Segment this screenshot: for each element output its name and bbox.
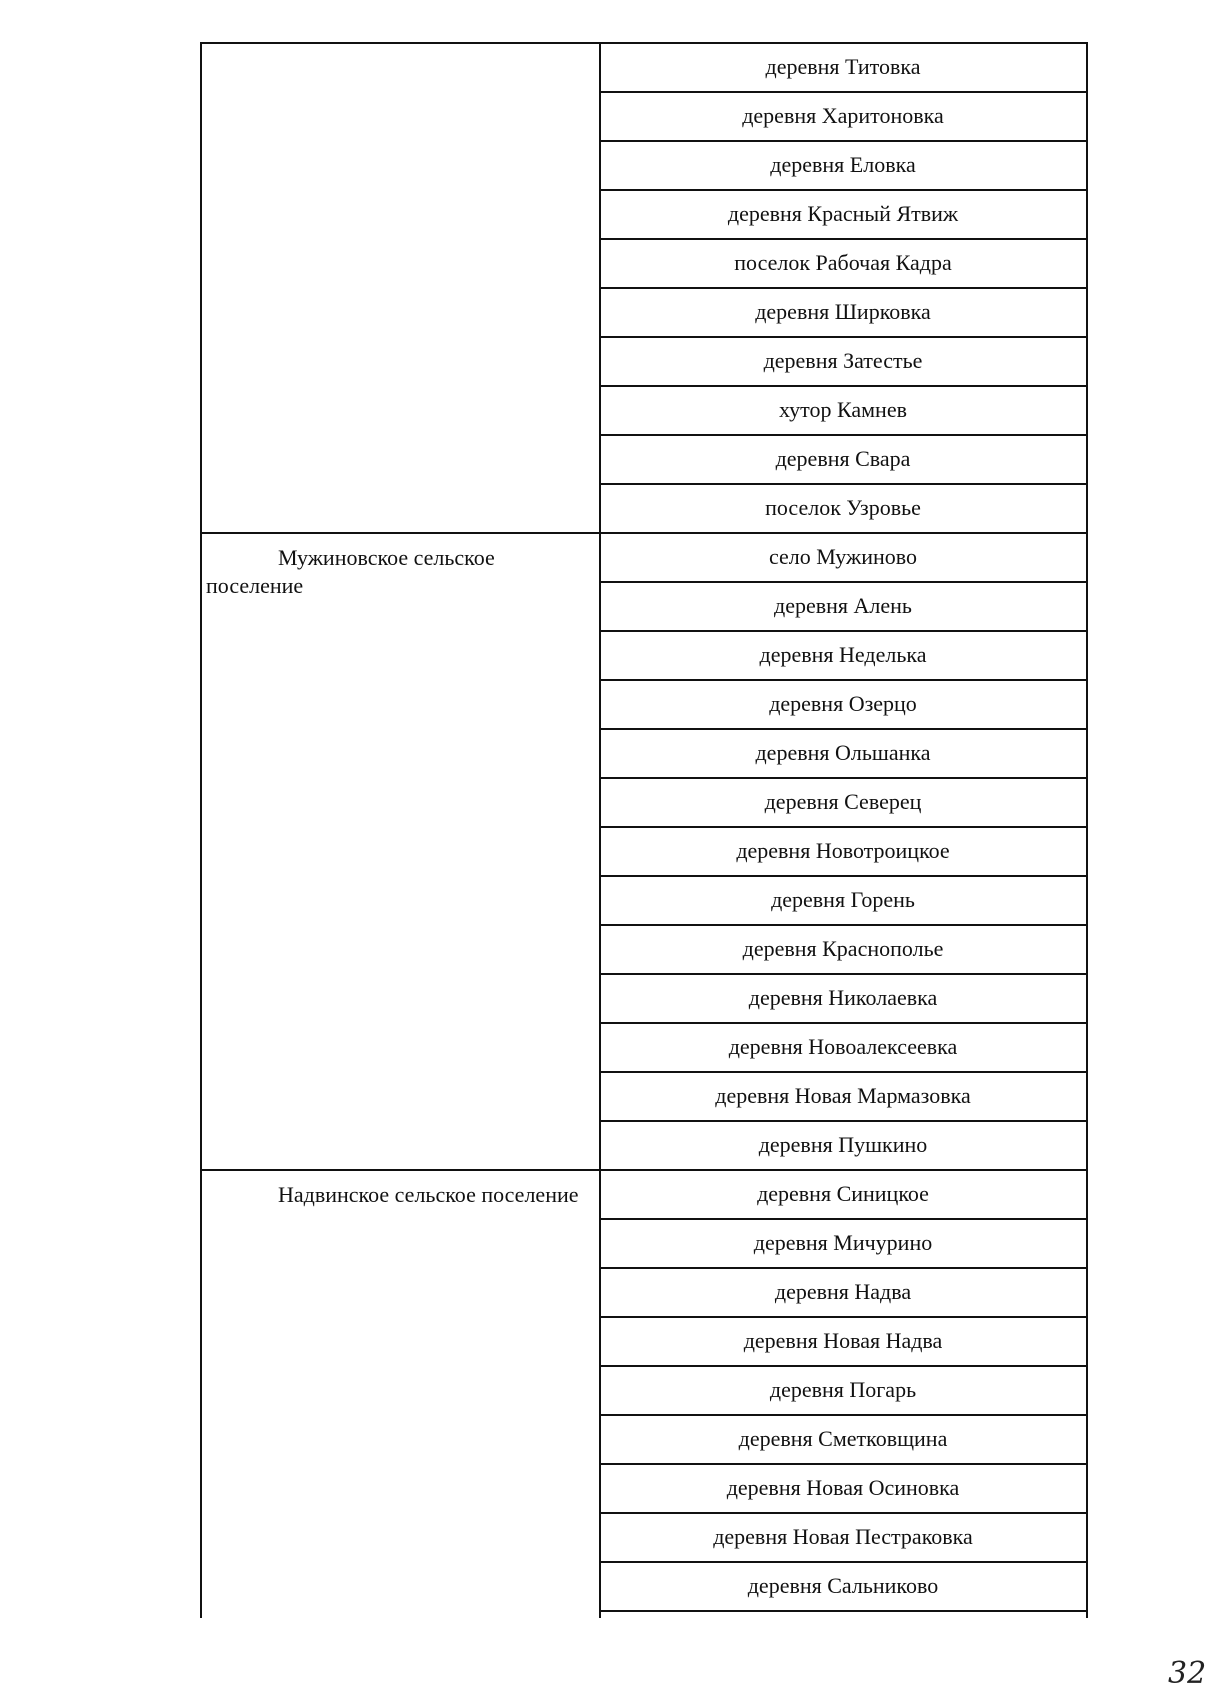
settlement-cell: деревня Мичурино	[753, 1229, 933, 1255]
settlement-cell: деревня Ширковка	[755, 298, 931, 324]
settlement-cell: деревня Новая Осиновка	[726, 1474, 960, 1500]
settlements-table	[200, 42, 1088, 1618]
page-number: 32	[1168, 1656, 1206, 1691]
settlement-cell: деревня Титовка	[765, 53, 921, 79]
settlement-cell: деревня Надва	[774, 1278, 912, 1304]
settlement-cell: деревня Новая Пестраковка	[713, 1523, 973, 1549]
row-divider	[600, 1610, 1088, 1612]
settlement-cell: деревня Харитоновка	[742, 102, 944, 128]
settlement-cell: деревня Новоалексеевка	[728, 1033, 958, 1059]
settlement-cell: деревня Сальниково	[747, 1572, 939, 1598]
settlement-cell: поселок Рабочая Кадра	[734, 249, 952, 275]
settlement-cell: деревня Алень	[774, 592, 912, 618]
settlement-cell: деревня Озерцо	[769, 690, 917, 716]
settlement-cell: деревня Новая Надва	[743, 1327, 943, 1353]
settlement-cell: деревня Краснополье	[742, 935, 944, 961]
settlement-cell: деревня Николаевка	[748, 984, 938, 1010]
settlement-cell: деревня Красный Ятвиж	[727, 200, 959, 226]
settlement-cell: деревня Новая Мармазовка	[715, 1082, 971, 1108]
settlement-cell: деревня Северец	[764, 788, 922, 814]
settlement-cell: деревня Свара	[775, 445, 911, 471]
settlement-cell: деревня Сметковщина	[738, 1425, 948, 1451]
settlement-cell: деревня Новотроицкое	[736, 837, 950, 863]
settlement-cell: деревня Неделька	[759, 641, 927, 667]
settlement-cell: деревня Горень	[771, 886, 915, 912]
settlement-cell: деревня Еловка	[770, 151, 916, 177]
settlement-cell: деревня Погарь	[769, 1376, 917, 1402]
settlement-cell: хутор Камнев	[779, 396, 907, 422]
settlement-cell: деревня Синицкое	[757, 1180, 929, 1206]
settlement-group-label: Мужиновское сельское поселение	[206, 545, 495, 598]
settlement-group-label: Надвинское сельское поселение	[278, 1182, 579, 1207]
group-separator	[200, 1169, 600, 1171]
group-separator	[200, 532, 600, 534]
settlement-cell: деревня Затестье	[763, 347, 923, 373]
table-left-border	[200, 42, 202, 1618]
table-right-border	[1086, 42, 1088, 1618]
settlement-cell: деревня Пушкино	[758, 1131, 928, 1157]
settlement-cell: поселок Узровье	[765, 494, 921, 520]
settlement-cell: деревня Ольшанка	[755, 739, 931, 765]
settlement-cell: село Мужиново	[769, 543, 917, 569]
